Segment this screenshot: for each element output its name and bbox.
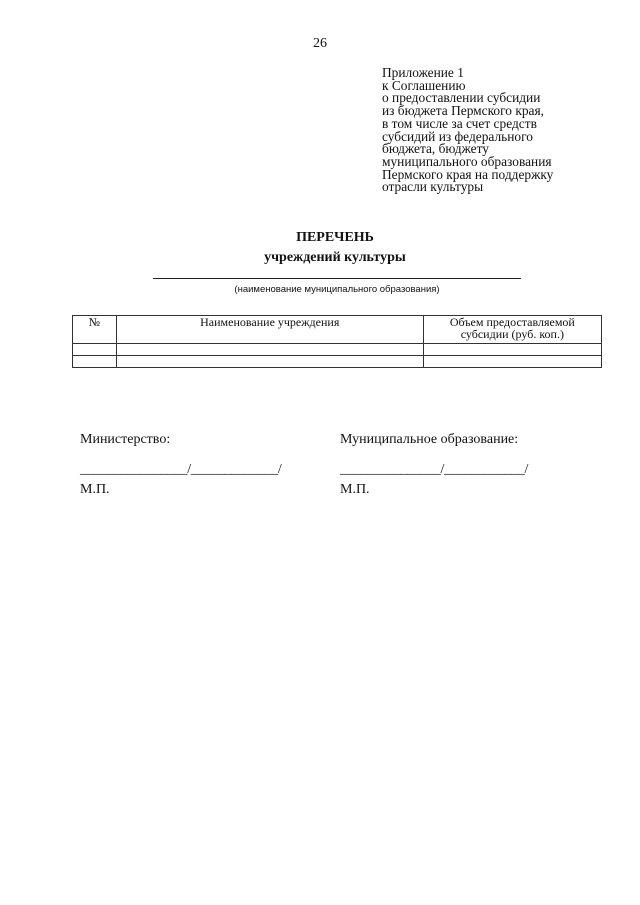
ministry-stamp-place: М.П. [80, 482, 110, 497]
document-subtitle: учреждений культуры [264, 250, 406, 265]
table-cell [73, 356, 117, 368]
appendix-line: субсидий из федерального [382, 128, 533, 144]
page-number: 26 [313, 36, 327, 51]
appendix-line: из бюджета Пермского края, [382, 103, 544, 119]
table-row [73, 356, 602, 368]
table-cell [73, 344, 117, 356]
table-header-row [73, 316, 602, 344]
institutions-table [72, 315, 602, 368]
table-row [73, 344, 602, 356]
ministry-signature-line: ________________/_____________/ [80, 462, 282, 477]
appendix-line: Приложение 1 [382, 65, 464, 80]
appendix-note [382, 67, 622, 194]
municipality-caption: (наименование муниципального образования) [234, 284, 440, 295]
appendix-line: бюджета, бюджету [382, 141, 489, 157]
appendix-line: о предоставлении субсидии [382, 90, 541, 106]
municipality-label: Муниципальное образование: [340, 432, 519, 447]
table-cell [423, 356, 601, 368]
header-institution-name: Наименование учреждения [116, 316, 423, 344]
appendix-line: отрасли культуры [382, 179, 484, 195]
table-cell [423, 344, 601, 356]
document-title: ПЕРЕЧЕНЬ [296, 230, 374, 245]
ministry-label: Министерство: [80, 432, 171, 447]
header-subsidy-amount: Объем предоставляемой субсидии (руб. коп.) [423, 316, 601, 344]
header-number: № [73, 316, 117, 344]
municipality-name-line [153, 278, 521, 279]
appendix-line: к Соглашению [382, 77, 466, 93]
table-cell [116, 356, 423, 368]
table-cell [116, 344, 423, 356]
municipality-signature-line: _______________/____________/ [340, 462, 529, 477]
municipality-stamp-place: М.П. [340, 482, 370, 497]
appendix-line: Пермского края на поддержку [382, 166, 554, 182]
appendix-line: муниципального образования [382, 153, 552, 169]
appendix-line: в том числе за счет средств [382, 115, 537, 131]
